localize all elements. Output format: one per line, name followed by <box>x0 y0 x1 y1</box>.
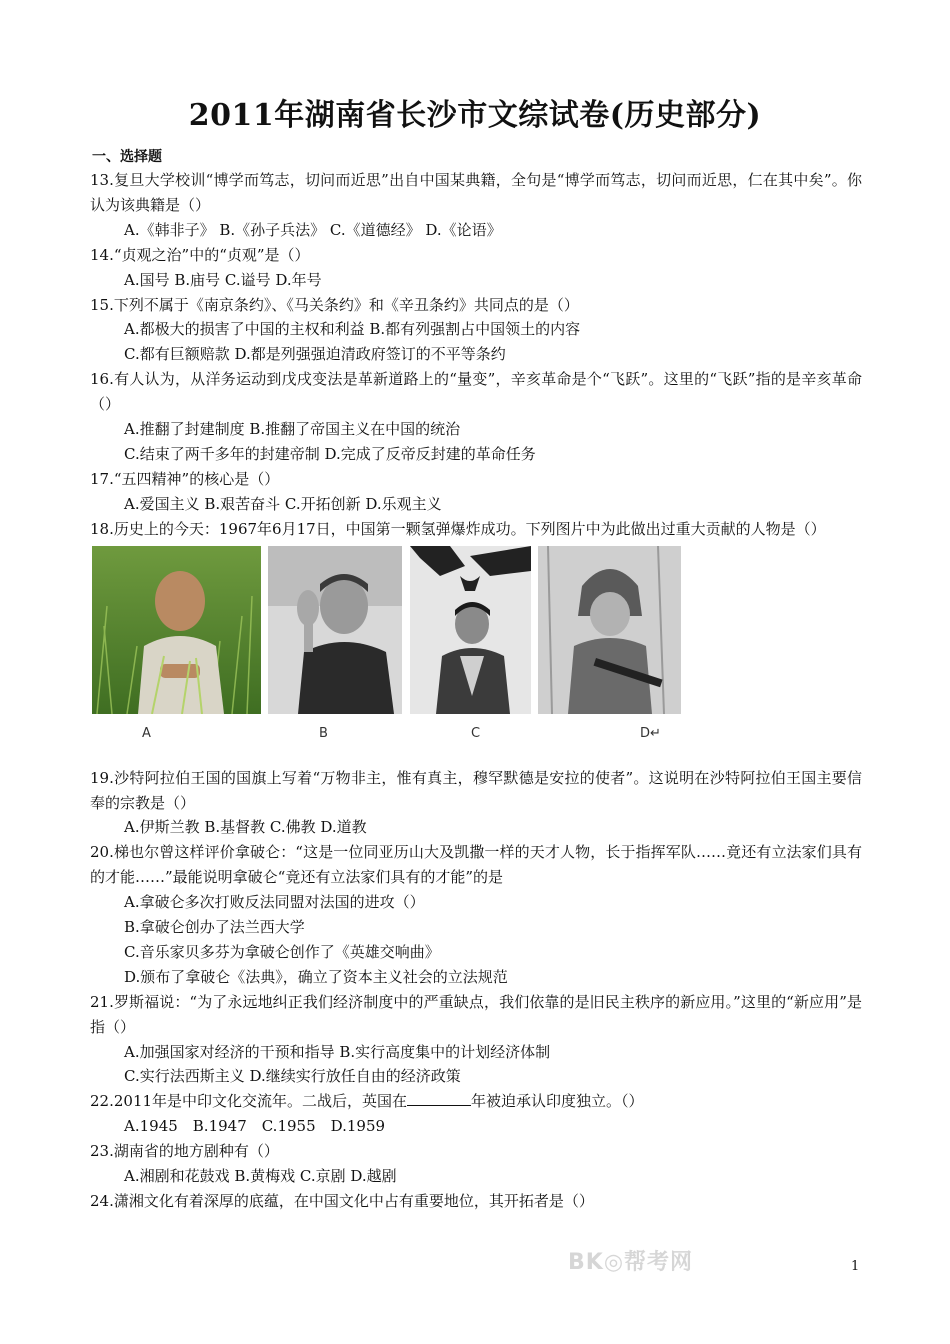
young-man-photo-icon <box>410 546 531 714</box>
question-options: A.国号 B.庙号 C.谥号 D.年号 <box>124 270 322 289</box>
question-17 <box>90 467 862 517</box>
question-options: C.音乐家贝多芬为拿破仑创作了《英雄交响曲》 <box>124 942 440 961</box>
question-stem: 13.复旦大学校训“博学而笃志，切问而近思”出自中国某典籍，全句是“博学而笃志，切问而近思，仁在其中矣”。你认为该典籍是（） <box>90 171 862 214</box>
question-options: D.颁布了拿破仑《法典》，确立了资本主义社会的立法规范 <box>124 967 508 986</box>
spacer <box>90 744 862 766</box>
photo-b <box>268 546 402 714</box>
scientist-portrait-icon <box>268 546 402 714</box>
question-stem: 18.历史上的今天：1967年6月17日，中国第一颗氢弹爆炸成功。下列图片中为此做出过重大贡献的人物是（） <box>90 519 826 538</box>
question-options: C.都有巨额赔款 D.都是列强强迫清政府签订的不平等条约 <box>124 345 506 364</box>
question-options: A.1945 B.1947 C.1955 D.1959 <box>124 1117 386 1136</box>
question-options: C.实行法西斯主义 D.继续实行放任自由的经济政策 <box>124 1067 461 1086</box>
question-15 <box>90 293 862 368</box>
question-20 <box>90 840 862 989</box>
question-stem: 19.沙特阿拉伯王国的国旗上写着“万物非主，惟有真主，穆罕默德是安拉的使者”。这说明在沙特阿拉伯王国主要信奉的宗教是（） <box>90 768 862 812</box>
rice-field-photo-icon <box>92 546 261 714</box>
question-13 <box>90 168 862 243</box>
page-title: 2011年湖南省长沙市文综试卷(历史部分) <box>188 98 762 133</box>
question-options: A.《韩非子》 B.《孙子兵法》 C.《道德经》 D.《论语》 <box>124 220 502 239</box>
question-options: A.伊斯兰教 B.基督教 C.佛教 D.道教 <box>124 818 367 837</box>
question-stem: 15.下列不属于《南京条约》、《马关条约》和《辛丑条约》共同点的是（） <box>90 295 579 314</box>
question-options: A.推翻了封建制度 B.推翻了帝国主义在中国的统治 <box>124 420 461 439</box>
question-stem: 24.潇湘文化有着深厚的底蕴，在中国文化中占有重要地位，其开拓者是（） <box>90 1192 594 1210</box>
question-options: A.加强国家对经济的干预和指导 B.实行高度集中的计划经济体制 <box>124 1042 551 1061</box>
question-list <box>90 168 862 1275</box>
photo-label-a: A <box>142 725 151 741</box>
question-options: B.拿破仑创办了法兰西大学 <box>124 918 305 937</box>
question-stem: 21.罗斯福说：“为了永远地纠正我们经济制度中的严重缺点，我们依靠的是旧民主秩序的新应用。”这里的“新应用”是指（） <box>90 992 862 1036</box>
question-23 <box>90 1139 862 1189</box>
question-stem: 14.“贞观之治”中的“贞观”是（） <box>90 245 310 264</box>
question-19 <box>90 766 862 841</box>
question-stem: 16.有人认为，从洋务运动到戊戌变法是革新道路上的“量变”，辛亥革命是个“飞跃”。这里的“飞跃”指的是辛亥革命（） <box>90 370 862 414</box>
answer-blank <box>407 1091 471 1106</box>
question-stem: 17.“五四精神”的核心是（） <box>90 469 280 488</box>
question-stem-after: 年被迫承认印度独立。（） <box>471 1092 644 1111</box>
question-24 <box>90 1189 862 1214</box>
question-options: A.都极大的损害了中国的主权和利益 B.都有列强割占中国领土的内容 <box>124 320 581 339</box>
question-stem: 23.湖南省的地方剧种有（） <box>90 1142 279 1161</box>
question-14 <box>90 243 862 293</box>
photo-d <box>538 546 681 714</box>
section-heading: 一、选择题 <box>92 149 162 165</box>
question-18 <box>90 517 862 542</box>
photo-label-c: C <box>471 725 481 741</box>
question-stem: 20.梯也尔曾这样评价拿破仑：“这是一位同亚历山大及凯撒一样的天才人物，长于指挥军队……竟还有立法家们具有的才能……”最能说明拿破仑“竟还有立法家们具有的才能”的是 <box>90 843 862 887</box>
soldier-photo-icon <box>538 546 681 714</box>
question-options: A.湘剧和花鼓戏 B.黄梅戏 C.京剧 D.越剧 <box>124 1167 397 1186</box>
photo-a <box>92 546 261 714</box>
question-options: C.结束了两千多年的封建帝制 D.完成了反帝反封建的革命任务 <box>124 444 536 463</box>
question-16 <box>90 367 862 467</box>
question-22 <box>90 1089 862 1139</box>
question-options: A.爱国主义 B.艰苦奋斗 C.开拓创新 D.乐观主义 <box>124 494 442 513</box>
photo-c <box>410 546 531 714</box>
question-21 <box>90 990 862 1090</box>
photo-label-b: B <box>319 725 328 741</box>
page-number: 1 <box>851 1259 860 1274</box>
watermark: BK◎帮考网 <box>568 1249 694 1275</box>
question-stem <box>90 1089 862 1114</box>
question-options: A.拿破仑多次打败反法同盟对法国的进攻（） <box>124 893 425 912</box>
photo-label-d: D↵ <box>640 725 661 741</box>
question-stem-before: 22.2011年是中印文化交流年。二战后，英国在 <box>90 1092 408 1111</box>
